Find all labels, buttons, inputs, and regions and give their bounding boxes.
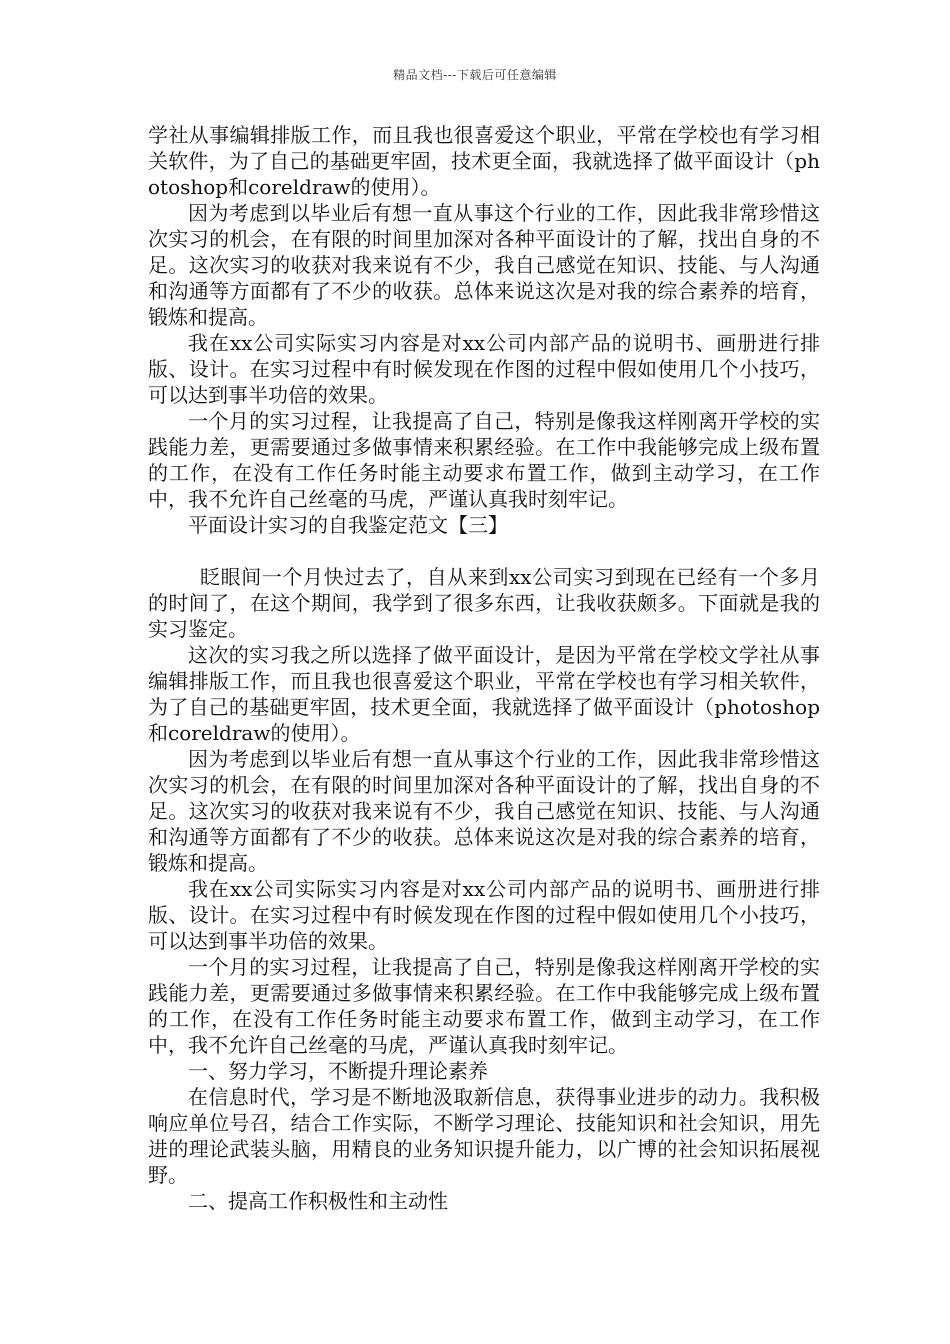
- paragraph: 一个月的实习过程，让我提高了自己，特别是像我这样刚离开学校的实践能力差，更需要通过多做事情来积累经验。在工作中我能够完成上级布置的工作，在没有工作任务时能主动要求布置工作，做到主动学习，在工作中，我不允许自己丝毫的马虎，严谨认真我时刻牢记。: [148, 955, 820, 1057]
- page-header: 精品文档---下载后可任意编辑: [393, 68, 557, 82]
- document-body: [148, 122, 820, 1214]
- paragraph: 在信息时代，学习是不断地汲取新信息，获得事业进步的动力。我积极响应单位号召，结合工作实际，不断学习理论、技能知识和社会知识，用先进的理论武装头脑，用精良的业务知识提升能力，以广博的社会知识拓展视野。: [148, 1085, 820, 1187]
- paragraph: 我在xx公司实际实习内容是对xx公司内部产品的说明书、画册进行排版、设计。在实习过程中有时候发现在作图的过程中假如使用几个小技巧，可以达到事半功倍的效果。: [148, 877, 820, 953]
- paragraph: 我在xx公司实际实习内容是对xx公司内部产品的说明书、画册进行排版、设计。在实习过程中有时候发现在作图的过程中假如使用几个小技巧，可以达到事半功倍的效果。: [148, 331, 820, 407]
- blank-line: [148, 538, 820, 564]
- paragraph: 眨眼间一个月快过去了，自从来到xx公司实习到现在已经有一个多月的时间了，在这个期间，我学到了很多东西，让我收获颇多。下面就是我的实习鉴定。: [148, 565, 820, 641]
- paragraph: 因为考虑到以毕业后有想一直从事这个行业的工作，因此我非常珍惜这次实习的机会，在有限的时间里加深对各种平面设计的了解，找出自身的不足。这次实习的收获对我来说有不少，我自己感觉在知识、技能、与人沟通和沟通等方面都有了不少的收获。总体来说这次是对我的综合素养的培育，锻炼和提高。: [148, 747, 820, 875]
- paragraph: 这次的实习我之所以选择了做平面设计，是因为平常在学校文学社从事编辑排版工作，而且我也很喜爱这个职业，平常在学校也有学习相关软件，为了自己的基础更牢固，技术更全面，我就选择了做平面设计（photoshop和coreldraw的使用）。: [148, 643, 820, 745]
- section-heading: 平面设计实习的自我鉴定范文【三】: [188, 513, 508, 537]
- subsection-heading: 二、提高工作积极性和主动性: [188, 1189, 448, 1213]
- paragraph-continuation: 学社从事编辑排版工作，而且我也很喜爱这个职业，平常在学校也有学习相关软件，为了自己的基础更牢固，技术更全面，我就选择了做平面设计（photoshop和coreldraw的使用）。: [148, 123, 820, 199]
- paragraph: 因为考虑到以毕业后有想一直从事这个行业的工作，因此我非常珍惜这次实习的机会，在有限的时间里加深对各种平面设计的了解，找出自身的不足。这次实习的收获对我来说有不少，我自己感觉在知识、技能、与人沟通和沟通等方面都有了不少的收获。总体来说这次是对我的综合素养的培育，锻炼和提高。: [148, 201, 820, 329]
- paragraph: 一个月的实习过程，让我提高了自己，特别是像我这样刚离开学校的实践能力差，更需要通过多做事情来积累经验。在工作中我能够完成上级布置的工作，在没有工作任务时能主动要求布置工作，做到主动学习，在工作中，我不允许自己丝毫的马虎，严谨认真我时刻牢记。: [148, 409, 820, 511]
- subsection-heading: 一、努力学习，不断提升理论素养: [188, 1059, 488, 1083]
